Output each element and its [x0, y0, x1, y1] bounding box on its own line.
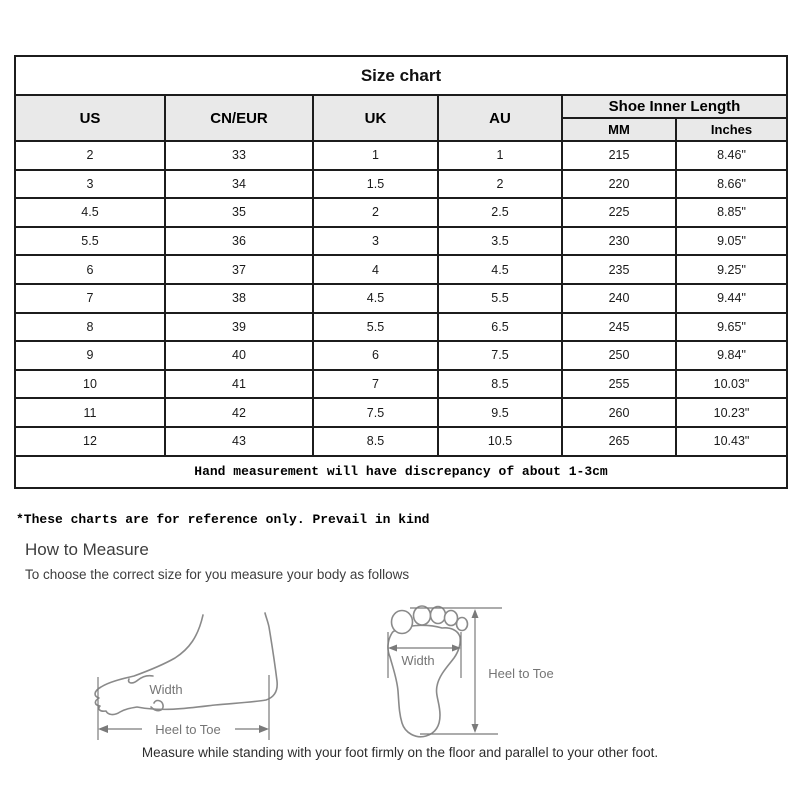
column-header-us: US — [15, 95, 165, 141]
cell-mm: 215 — [562, 141, 676, 170]
cell-cn: 33 — [165, 141, 313, 170]
column-header-uk: UK — [313, 95, 438, 141]
cell-us: 9 — [15, 341, 165, 370]
cell-mm: 225 — [562, 198, 676, 227]
reference-note: *These charts are for reference only. Prevail in kind — [16, 512, 430, 527]
cell-cn: 42 — [165, 398, 313, 427]
cell-uk: 1.5 — [313, 170, 438, 199]
arrow-up-icon — [472, 609, 479, 618]
cell-mm: 265 — [562, 427, 676, 456]
cell-inches: 8.66" — [676, 170, 787, 199]
cell-au: 5.5 — [438, 284, 562, 313]
cell-uk: 8.5 — [313, 427, 438, 456]
cell-us: 3 — [15, 170, 165, 199]
cell-us: 11 — [15, 398, 165, 427]
cell-cn: 37 — [165, 255, 313, 284]
toe-icon — [414, 606, 431, 625]
cell-mm: 260 — [562, 398, 676, 427]
table-footer-row — [15, 456, 787, 488]
cell-inches: 10.03" — [676, 370, 787, 399]
cell-cn: 34 — [165, 170, 313, 199]
width-label: Width — [149, 682, 183, 697]
cell-uk: 4 — [313, 255, 438, 284]
how-to-measure-heading: How to Measure — [25, 540, 149, 559]
arrow-left-icon — [98, 725, 108, 733]
column-header-inches: Inches — [676, 118, 787, 141]
cell-mm: 255 — [562, 370, 676, 399]
table-row — [15, 170, 787, 199]
cell-mm: 235 — [562, 255, 676, 284]
column-header-mm: MM — [562, 118, 676, 141]
cell-au: 8.5 — [438, 370, 562, 399]
cell-au: 7.5 — [438, 341, 562, 370]
cell-mm: 245 — [562, 313, 676, 342]
table-row — [15, 427, 787, 456]
cell-inches: 10.23" — [676, 398, 787, 427]
cell-us: 12 — [15, 427, 165, 456]
cell-au: 3.5 — [438, 227, 562, 256]
toe-icon — [445, 611, 458, 626]
table-header-row-1 — [15, 95, 787, 118]
column-header-cn-eur: CN/EUR — [165, 95, 313, 141]
cell-cn: 39 — [165, 313, 313, 342]
column-header-au: AU — [438, 95, 562, 141]
size-chart-table — [14, 55, 788, 489]
cell-inches: 9.25" — [676, 255, 787, 284]
pinky-toe-icon — [457, 618, 468, 631]
how-to-measure-subheading: To choose the correct size for you measure your body as follows — [25, 567, 410, 582]
cell-inches: 9.05" — [676, 227, 787, 256]
cell-uk: 4.5 — [313, 284, 438, 313]
cell-mm: 220 — [562, 170, 676, 199]
cell-uk: 6 — [313, 341, 438, 370]
cell-cn: 35 — [165, 198, 313, 227]
cell-au: 4.5 — [438, 255, 562, 284]
table-row — [15, 341, 787, 370]
foot-top-view-diagram — [372, 600, 602, 745]
table-row — [15, 313, 787, 342]
arrow-right-icon — [259, 725, 269, 733]
cell-au: 2.5 — [438, 198, 562, 227]
cell-mm: 230 — [562, 227, 676, 256]
foot-side-view-diagram — [85, 595, 285, 745]
table-row — [15, 370, 787, 399]
cell-cn: 40 — [165, 341, 313, 370]
cell-au: 10.5 — [438, 427, 562, 456]
cell-us: 6 — [15, 255, 165, 284]
cell-cn: 36 — [165, 227, 313, 256]
cell-inches: 8.85" — [676, 198, 787, 227]
cell-inches: 9.65" — [676, 313, 787, 342]
cell-cn: 41 — [165, 370, 313, 399]
heel-to-toe-label: Heel to Toe — [488, 666, 554, 681]
cell-uk: 2 — [313, 198, 438, 227]
cell-inches: 8.46" — [676, 141, 787, 170]
cell-us: 5.5 — [15, 227, 165, 256]
cell-inches: 9.84" — [676, 341, 787, 370]
cell-us: 7 — [15, 284, 165, 313]
cell-uk: 7.5 — [313, 398, 438, 427]
table-row — [15, 284, 787, 313]
cell-us: 4.5 — [15, 198, 165, 227]
cell-uk: 1 — [313, 141, 438, 170]
cell-au: 1 — [438, 141, 562, 170]
cell-inches: 10.43" — [676, 427, 787, 456]
column-header-shoe-inner-length: Shoe Inner Length — [562, 95, 787, 118]
table-row — [15, 227, 787, 256]
foot-outline-icon — [95, 613, 277, 715]
cell-us: 10 — [15, 370, 165, 399]
cell-us: 2 — [15, 141, 165, 170]
width-label: Width — [401, 653, 435, 668]
cell-mm: 240 — [562, 284, 676, 313]
heel-to-toe-label: Heel to Toe — [155, 722, 221, 737]
cell-cn: 38 — [165, 284, 313, 313]
cell-au: 6.5 — [438, 313, 562, 342]
cell-us: 8 — [15, 313, 165, 342]
table-row — [15, 255, 787, 284]
cell-au: 9.5 — [438, 398, 562, 427]
table-row — [15, 398, 787, 427]
cell-cn: 43 — [165, 427, 313, 456]
table-row — [15, 198, 787, 227]
cell-au: 2 — [438, 170, 562, 199]
cell-uk: 7 — [313, 370, 438, 399]
measuring-instruction-caption: Measure while standing with your foot firmly on the floor and parallel to your other foot. — [141, 745, 659, 760]
measurement-discrepancy-note: Hand measurement will have discrepancy of about 1-3cm — [15, 456, 787, 488]
table-title-row — [15, 56, 787, 95]
toe-icon — [431, 607, 446, 624]
sole-outline-icon — [388, 625, 460, 736]
cell-uk: 5.5 — [313, 313, 438, 342]
cell-inches: 9.44" — [676, 284, 787, 313]
big-toe-icon — [392, 611, 413, 634]
cell-mm: 250 — [562, 341, 676, 370]
table-title: Size chart — [15, 56, 787, 95]
table-row — [15, 141, 787, 170]
arrow-down-icon — [472, 724, 479, 733]
cell-uk: 3 — [313, 227, 438, 256]
